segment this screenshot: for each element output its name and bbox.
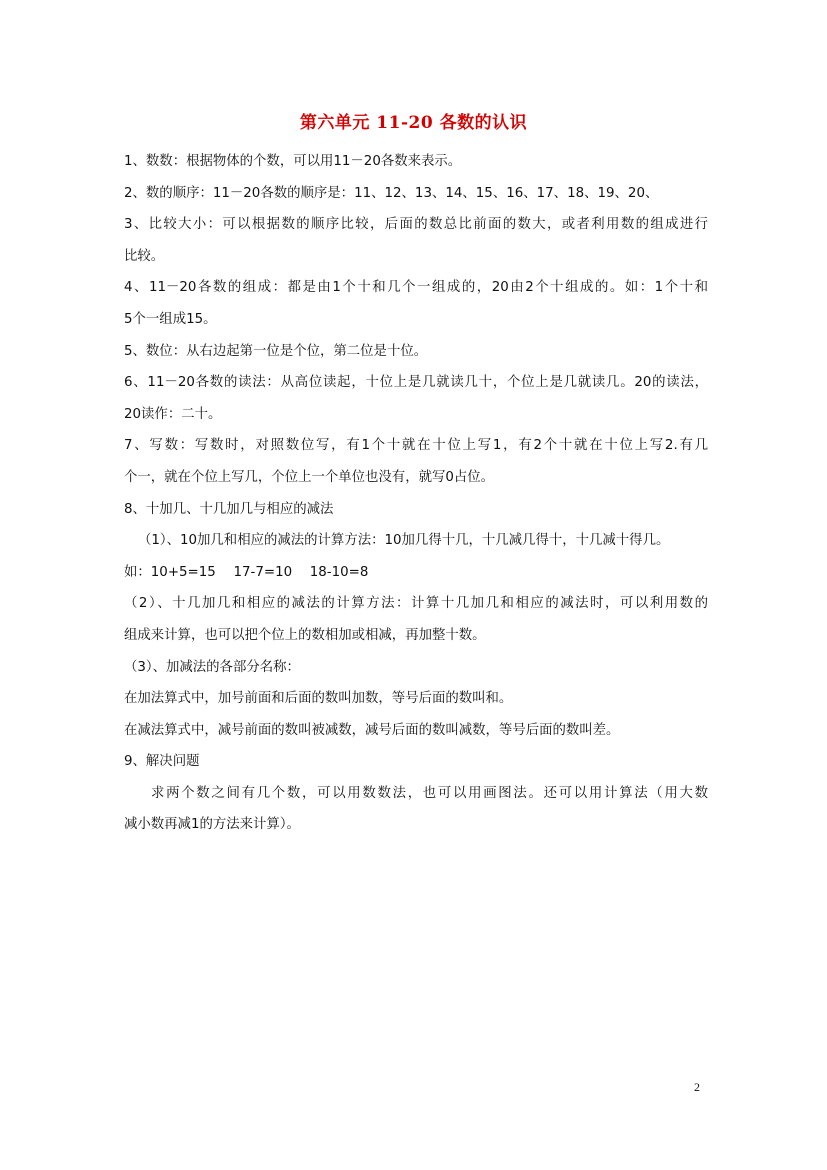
point-7-writing: 7、写数：写数时，对照数位写，有1个十就在十位上写1，有2个十就在十位上写2.有几 <box>124 438 708 454</box>
point-6-reading: 6、11－20各数的读法：从高位读起，十位上是几就读几十，个位上是几就读几。20的读法， <box>124 375 708 391</box>
point-5-place-value: 5、数位：从右边起第一位是个位，第二位是十位。 <box>124 343 428 359</box>
point-9-text: 求两个数之间有几个数，可以用数数法，也可以用画图法。还可以用计算法（用大数 <box>151 785 708 801</box>
point-3-compare: 3、比较大小：可以根据数的顺序比较，后面的数总比前面的数大，或者利用数的组成进行 <box>124 217 708 233</box>
point-8-sub-1: （1）、10加几和相应的减法的计算方法：10加几得十几，十几减几得十，十几减十得几。 <box>138 533 670 549</box>
point-9-heading: 9、解决问题 <box>124 754 200 770</box>
point-4-composition-cont: 5个一组成15。 <box>124 311 217 327</box>
point-8-sub-2-cont: 组成来计算，也可以把个位上的数相加或相减，再加整十数。 <box>124 627 486 643</box>
point-9-text-cont: 减小数再减1的方法来计算）。 <box>124 817 300 833</box>
document-body <box>124 146 708 841</box>
point-8-sub-3: （3）、加减法的各部分名称： <box>124 659 300 675</box>
point-7-writing-cont: 个一，就在个位上写几，个位上一个单位也没有，就写0占位。 <box>124 469 495 485</box>
page-number: 2 <box>694 1080 700 1094</box>
point-2-order: 2、数的顺序：11－20各数的顺序是：11、12、13、14、15、16、17、18、19、20、 <box>124 185 659 201</box>
point-8-example: 如：10+5=15 17-7=10 18-10=8 <box>124 564 369 580</box>
addition-parts: 在加法算式中，加号前面和后面的数叫加数，等号后面的数叫和。 <box>124 691 513 707</box>
point-8-sub-2: （2）、十几加几和相应的减法的计算方法：计算十几加几和相应的减法时，可以利用数的 <box>124 596 708 612</box>
point-4-composition: 4、11－20各数的组成：都是由1个十和几个一组成的，20由2个十组成的。如：1个十和 <box>124 280 708 296</box>
page-title: 第六单元 11-20 各数的认识 <box>299 113 528 133</box>
point-8-heading: 8、十加几、十几加几与相应的减法 <box>124 501 334 517</box>
point-1-counting: 1、数数：根据物体的个数，可以用11－20各数来表示。 <box>124 154 462 169</box>
subtraction-parts: 在减法算式中，减号前面的数叫被减数，减号后面的数叫减数，等号后面的数叫差。 <box>124 722 620 738</box>
point-6-reading-cont: 20读作：二十。 <box>124 406 222 422</box>
point-3-compare-cont: 比较。 <box>124 248 165 264</box>
